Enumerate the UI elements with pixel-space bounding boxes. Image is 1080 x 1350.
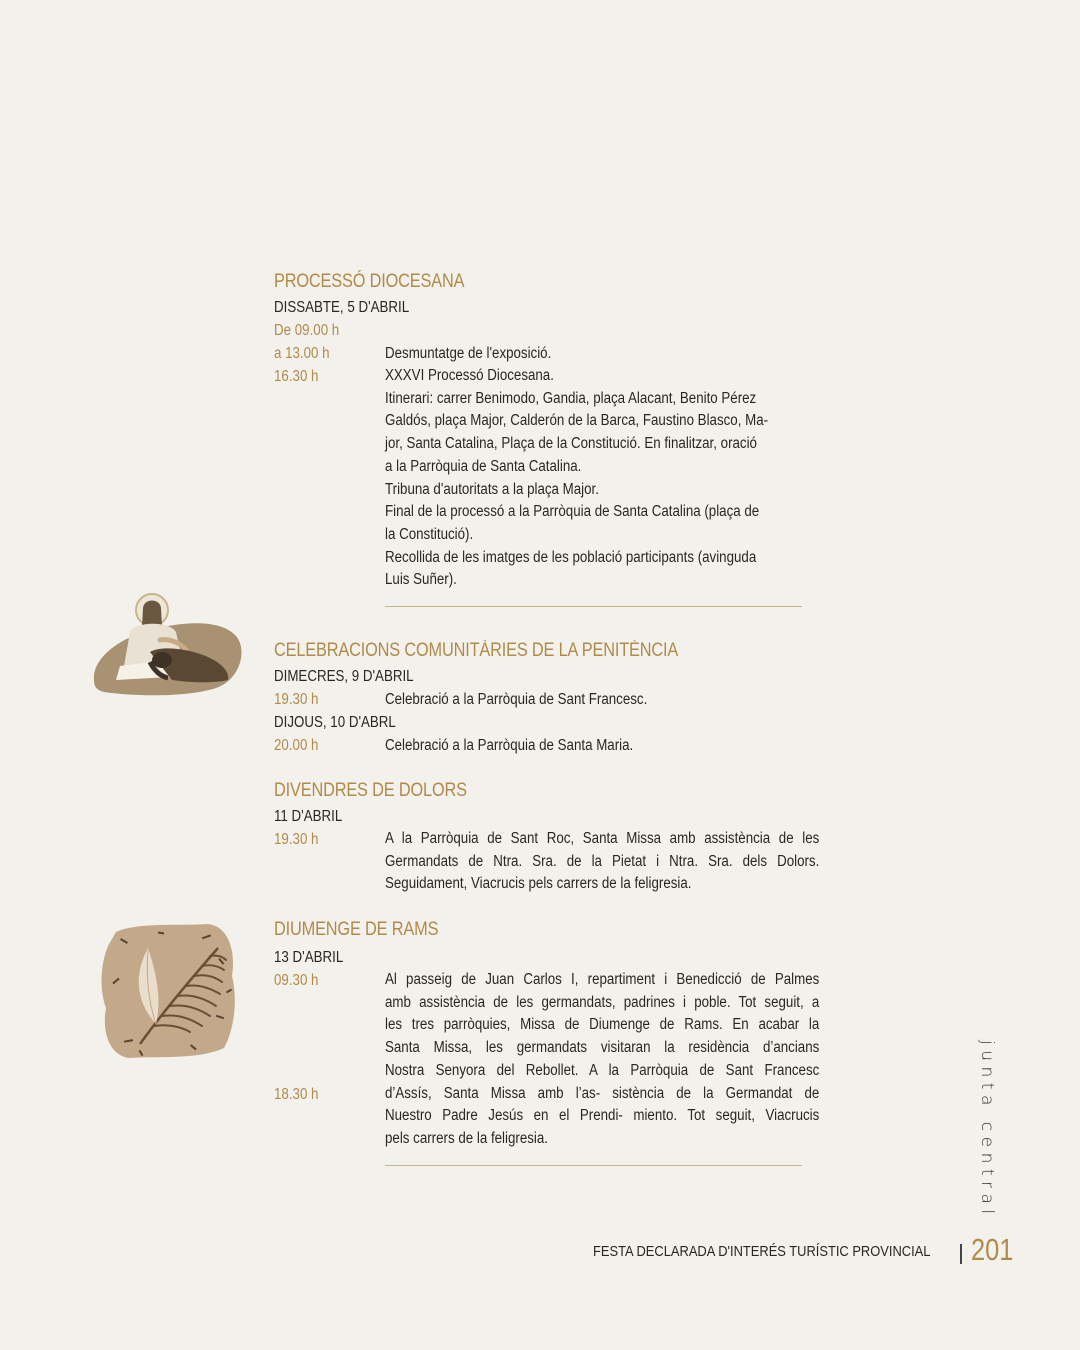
event-text: Desmuntatge de l'exposició.: [385, 345, 552, 362]
time-label: De 09.00 h: [274, 322, 340, 339]
text-line: A la Parròquia de Sant Roc, Santa Missa amb assistència de les: [385, 830, 820, 847]
text-line: d’Assís, Santa Missa amb l’as- sistència de la Germandat de: [385, 1084, 820, 1102]
text-line: Tribuna d'autoritats a la plaça Major.: [385, 480, 599, 498]
text-line: les tres parròquies, Missa de Diumenge de Rams. En acabar la: [385, 1016, 820, 1034]
time-label: 09.30 h: [274, 972, 319, 989]
section-day: DIJOUS, 10 D'ABRL: [274, 714, 396, 731]
section-title-rams: DIUMENGE DE RAMS: [274, 919, 439, 940]
time-label: 18.30 h: [274, 1086, 319, 1103]
text-line: pels carrers de la feligresia.: [385, 1129, 548, 1147]
time-label: a 13.00 h: [274, 345, 330, 362]
text-line: Nuestro Padre Jesús en el Prendi- miento. Tot seguit, Viacrucis: [385, 1107, 820, 1125]
section-day: DISSABTE, 5 D'ABRIL: [274, 299, 410, 316]
text-line: Galdós, plaça Major, Calderón de la Barca, Faustino Blasco, Ma-: [385, 412, 769, 430]
time-label: 16.30 h: [274, 368, 319, 385]
text-line: Nostra Senyora del Rebollet. A la Parròquia de Sant Francesc: [385, 1061, 820, 1079]
section-day: 11 D'ABRIL: [274, 808, 343, 825]
penitence-illustration: [90, 588, 244, 698]
text-line: Santa Missa, les germandats visitaran la residència d’ancians: [385, 1039, 820, 1057]
event-text: Celebració a la Parròquia de Sant Francesc.: [385, 691, 648, 708]
time-label: 19.30 h: [274, 691, 319, 708]
section-title-celebracions: CELEBRACIONS COMUNITÀRIES DE LA PENITÈNCIA: [274, 640, 679, 661]
page-number: 201: [971, 1232, 1014, 1267]
time-label: 19.30 h: [274, 831, 319, 848]
section-divider: [385, 1165, 802, 1166]
text-line: jor, Santa Catalina, Plaça de la Constitució. En finalitzar, oració: [385, 435, 757, 453]
side-label: junta central: [977, 1040, 997, 1220]
footer-text: FESTA DECLARADA D'INTERÉS TURÍSTIC PROVINCIAL: [593, 1243, 931, 1260]
palm-leaf-illustration: [98, 920, 238, 1062]
event-description: [385, 969, 819, 1151]
text-line: Germandats de Ntra. Sra. de la Pietat i Ntra. Sra. dels Dolors.: [385, 852, 820, 870]
event-description: [385, 828, 819, 896]
text-line: Seguidament, Viacrucis pels carrers de la feligresia.: [385, 875, 692, 893]
text-line: XXXVI Processó Diocesana.: [385, 367, 554, 384]
section-title-dolors: DIVENDRES DE DOLORS: [274, 780, 467, 801]
section-day: DIMECRES, 9 D'ABRIL: [274, 668, 414, 685]
time-label: 20.00 h: [274, 737, 319, 754]
text-line: amb assistència de les germandats, padrines i poble. Tot seguit, a: [385, 993, 820, 1011]
text-line: la Constitució).: [385, 525, 474, 543]
event-description: [385, 365, 768, 592]
text-line: Luis Suñer).: [385, 571, 457, 589]
section-title-processo: PROCESSÓ DIOCESANA: [274, 271, 465, 292]
text-line: a la Parròquia de Santa Catalina.: [385, 457, 582, 475]
section-day: 13 D'ABRIL: [274, 949, 344, 966]
section-divider: [385, 606, 802, 607]
text-line: Itinerari: carrer Benimodo, Gandia, plaça Alacant, Benito Pérez: [385, 389, 757, 407]
text-line: Final de la processó a la Parròquia de Santa Catalina (plaça de: [385, 503, 760, 521]
text-line: Recollida de les imatges de les població participants (avinguda: [385, 548, 757, 566]
footer-separator: [960, 1244, 962, 1264]
event-text: Celebració a la Parròquia de Santa Maria.: [385, 737, 634, 754]
text-line: Al passeig de Juan Carlos I, repartiment i Benedicció de Palmes: [385, 971, 820, 988]
